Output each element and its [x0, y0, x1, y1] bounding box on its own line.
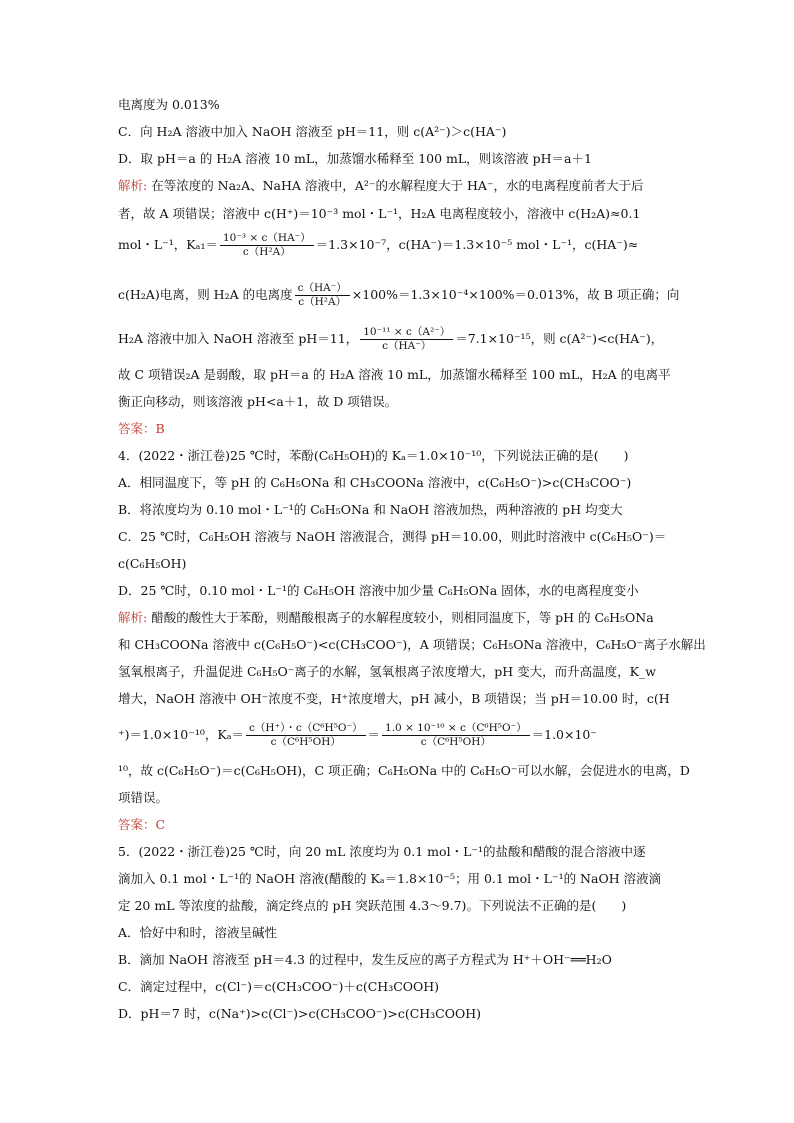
formula-line: mol・L⁻¹，Kₐ₁＝ $\frac{\text{10⁻³ × c（HA⁻）}}{\text{c（H²A）}}$ ＝1.3×10⁻⁷，c(HA⁻)＝1.3×10⁻⁵ mol・L⁻¹，c(HA⁻)≈ [118, 232, 639, 258]
fraction: $\frac{\text{1.0 × 10⁻¹⁰ × c（C⁶H⁵O⁻）}}{\text{c（C⁶H⁵OH）}}$ [382, 722, 530, 749]
text-line: 项错误。 [118, 790, 169, 805]
option-a: A．相同温度下，等 pH 的 C₆H₅ONa 和 CH₃COONa 溶液中，c(C₆H₅O⁻)>c(CH₃COO⁻) [118, 475, 632, 490]
option-c: C．滴定过程中，c(Cl⁻)＝c(CH₃COO⁻)＋c(CH₃COOH) [118, 979, 440, 994]
formula-line: c(H₂A)电离，则 H₂A 的电离度 $\frac{c(HA^-)}{\text{c（H²A）}}$ ×100%＝1.3×10⁻⁴×100%＝0.013%，故 B 项正确；向 [118, 282, 680, 308]
analysis-text: 醋酸的酸性大于苯酚，则醋酸根离子的水解程度较小，则相同温度下，等 pH 的 C₆H₅ONa [147, 610, 654, 625]
option-c: C．25 ℃时，C₆H₅OH 溶液与 NaOH 溶液混合，测得 pH＝10.00，则此时溶液中 c(C₆H₅O⁻)＝ [118, 529, 667, 544]
fraction: $\frac{\text{c（H⁺）・c（C⁶H⁵O⁻）}}{\text{c（C⁶H⁵OH）}}$ [246, 722, 365, 749]
answer-label: 答案：B [118, 421, 165, 436]
analysis-line [118, 177, 688, 194]
option-a: A．恰好中和时，溶液呈碱性 [118, 925, 278, 940]
analysis-text: 在等浓度的 Na₂A、NaHA 溶液中，A²⁻的水解程度大于 HA⁻，水的电离程度前者大于后 [147, 178, 644, 193]
answer-label: 答案：C [118, 817, 166, 832]
text-line: c(C₆H₅OH) [118, 556, 187, 571]
analysis-line [118, 609, 688, 626]
text-line: 滴加入 0.1 mol・L⁻¹的 NaOH 溶液(醋酸的 Kₐ＝1.8×10⁻⁵；用 0.1 mol・L⁻¹的 NaOH 溶液滴 [118, 871, 662, 886]
fraction: $\frac{c(HA^-)}{\text{c（H²A）}}$ [295, 282, 350, 309]
option-b: B．将浓度均为 0.10 mol・L⁻¹的 C₆H₅ONa 和 NaOH 溶液加热，两种溶液的 pH 均变大 [118, 502, 623, 517]
text-line: 定 20 mL 等浓度的盐酸，滴定终点的 pH 突跃范围 4.3～9.7)。下列说法不正确的是( ) [118, 898, 627, 913]
text-line: 者，故 A 项错误；溶液中 c(H⁺)＝10⁻³ mol・L⁻¹，H₂A 电离程度较小，溶液中 c(H₂A)≈0.1 [118, 206, 641, 221]
text-line: 电离度为 0.013% [118, 97, 220, 112]
fraction: $\frac{\text{10⁻¹¹ × c（A²⁻）}}{c(HA^-)}$ [360, 326, 453, 353]
option-d: D．取 pH＝a 的 H₂A 溶液 10 mL，加蒸馏水稀释至 100 mL，则该溶液 pH＝a＋1 [118, 151, 592, 166]
analysis-label: 解析: [118, 178, 148, 193]
text-line: 氢氧根离子，升温促进 C₆H₅O⁻离子的水解，氢氧根离子浓度增大，pH 变大，而升高温度，K_w [118, 664, 656, 679]
analysis-label: 解析: [118, 610, 148, 625]
text-line: 增大，NaOH 溶液中 OH⁻浓度不变，H⁺浓度增大，pH 减小，B 项错误；当 pH＝10.00 时，c(H [118, 691, 670, 706]
text-line: 衡正向移动，则该溶液 pH<a＋1，故 D 项错误。 [118, 394, 398, 409]
question-4: 4．(2022・浙江卷)25 ℃时，苯酚(C₆H₅OH)的 Kₐ＝1.0×10⁻¹⁰，下列说法正确的是( ) [118, 448, 629, 463]
option-d: D．pH＝7 时，c(Na⁺)>c(Cl⁻)>c(CH₃COO⁻)>c(CH₃COOH) [118, 1006, 482, 1021]
text-line: ¹⁰，故 c(C₆H₅O⁻)＝c(C₆H₅OH)，C 项正确；C₆H₅ONa 中的 C₆H₅O⁻可以水解，会促进水的电离，D [118, 763, 690, 778]
option-b: B．滴加 NaOH 溶液至 pH＝4.3 的过程中，发生反应的离子方程式为 H⁺＋OH⁻══H₂O [118, 952, 612, 967]
text-line: 和 CH₃COONa 溶液中 c(C₆H₅O⁻)<c(CH₃COO⁻)，A 项错误；C₆H₅ONa 溶液中，C₆H₅O⁻离子水解出 [118, 637, 706, 652]
question-5: 5．(2022・浙江卷)25 ℃时，向 20 mL 浓度均为 0.1 mol・L⁻¹的盐酸和醋酸的混合溶液中逐 [118, 844, 646, 859]
fraction: $\frac{\text{10⁻³ × c（HA⁻）}}{\text{c（H²A）}}$ [220, 232, 314, 259]
formula-line: ⁺)＝1.0×10⁻¹⁰，Kₐ＝ $\frac{\text{c（H⁺）・c（C⁶H⁵O⁻）}}{\text{c（C⁶H⁵OH）}}$ ＝ $\frac{\text{1.0 × 10⁻¹⁰ × c（C⁶H⁵O⁻）}}{\text{c（C⁶H⁵OH）}}$ ＝1.0×10⁻ [118, 722, 597, 748]
option-d: D．25 ℃时，0.10 mol・L⁻¹的 C₆H₅OH 溶液中加少量 C₆H₅ONa 固体，水的电离程度变小 [118, 583, 639, 598]
text-line: 故 C 项错误₂A 是弱酸，取 pH＝a 的 H₂A 溶液 10 mL，加蒸馏水稀释至 100 mL，H₂A 的电离平 [118, 367, 671, 382]
option-c: C．向 H₂A 溶液中加入 NaOH 溶液至 pH＝11，则 c(A²⁻)＞c(HA⁻) [118, 124, 507, 139]
formula-line: H₂A 溶液中加入 NaOH 溶液至 pH＝11， $\frac{\text{10⁻¹¹ × c（A²⁻）}}{c(HA^-)}$ ＝7.1×10⁻¹⁵，则 c(A²⁻)<c(HA⁻)， [118, 326, 664, 352]
